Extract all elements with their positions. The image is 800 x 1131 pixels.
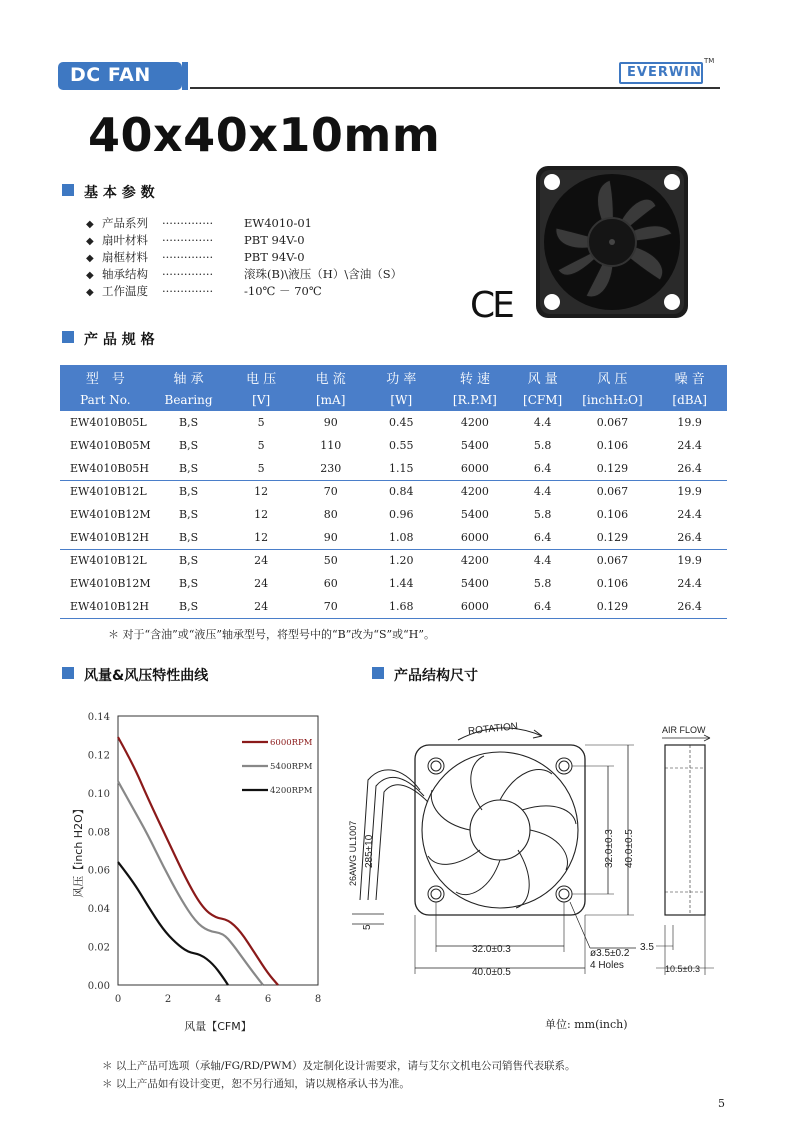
y-tick-label: 0.04 bbox=[87, 904, 110, 916]
table-cell: 50 bbox=[296, 549, 366, 572]
table-cell: 12 bbox=[254, 530, 269, 544]
table-cell: EW4010B12L bbox=[60, 549, 151, 572]
pq-curve-chart bbox=[60, 700, 360, 1040]
param-label: 轴承结构 bbox=[102, 267, 148, 281]
column-header: 电 流 bbox=[296, 365, 366, 389]
dim-32-vertical: 32.0±0.3 bbox=[604, 829, 615, 868]
column-header: 转 速 bbox=[437, 365, 513, 389]
table-cell: 1.20 bbox=[366, 549, 438, 572]
table-row bbox=[60, 411, 727, 434]
basic-params-list bbox=[86, 215, 402, 300]
hole-diameter: ø3.5±0.2 bbox=[590, 948, 630, 959]
product-category-tag: DC FAN bbox=[58, 62, 182, 90]
table-row bbox=[60, 434, 727, 457]
diamond-bullet-icon: ◆ bbox=[86, 287, 94, 298]
airflow-label: AIR FLOW bbox=[662, 725, 706, 735]
table-cell: 0.96 bbox=[389, 508, 414, 521]
y-tick-label: 0.06 bbox=[87, 865, 110, 877]
diamond-bullet-icon: ◆ bbox=[86, 219, 94, 230]
table-row bbox=[60, 503, 727, 526]
frame-bore bbox=[422, 752, 578, 908]
section-square-icon bbox=[62, 667, 74, 679]
column-header: 风 压 bbox=[573, 365, 653, 389]
table-cell: 0.84 bbox=[366, 480, 438, 503]
column-header-en: [inchH₂O] bbox=[573, 389, 653, 411]
table-cell: 6.4 bbox=[533, 461, 552, 475]
table-cell: 4.4 bbox=[513, 549, 573, 572]
column-header: 风 量 bbox=[513, 365, 573, 389]
table-cell: 5400 bbox=[460, 439, 489, 452]
strip-length: 5 bbox=[362, 924, 373, 930]
table-cell: 70 bbox=[296, 480, 366, 503]
legend-label: 6000RPM bbox=[270, 738, 313, 748]
legend-label: 4200RPM bbox=[270, 786, 313, 796]
table-cell: 1.15 bbox=[389, 461, 414, 475]
column-header-en: Part No. bbox=[60, 389, 151, 411]
table-cell: 90 bbox=[323, 530, 338, 544]
table-cell: 5 bbox=[257, 461, 265, 475]
dim-40-vertical: 40.0±0.5 bbox=[624, 829, 635, 868]
param-value: -10℃ － 70℃ bbox=[244, 284, 322, 298]
dim-40-horizontal: 40.0±0.5 bbox=[472, 967, 511, 978]
param-label: 产品系列 bbox=[102, 216, 148, 230]
footer-note-2: ＊ 以上产品如有设计变更，恕不另行通知，请以规格承认书为准。 bbox=[102, 1078, 410, 1090]
table-cell: B,S bbox=[151, 480, 227, 503]
y-tick-label: 0.12 bbox=[87, 750, 110, 762]
param-leader: ·············· bbox=[162, 284, 214, 298]
spec-table bbox=[60, 365, 727, 619]
table-cell: 5.8 bbox=[533, 577, 552, 590]
table-cell: 4200 bbox=[437, 549, 513, 572]
param-value: EW4010-01 bbox=[244, 216, 313, 230]
side-view bbox=[665, 745, 705, 915]
table-cell: 6000 bbox=[460, 461, 489, 475]
table-cell: 90 bbox=[323, 416, 338, 429]
diamond-bullet-icon: ◆ bbox=[86, 236, 94, 247]
table-cell: 24 bbox=[226, 595, 296, 618]
table-cell: 19.9 bbox=[677, 416, 702, 429]
table-cell: B,S bbox=[151, 595, 227, 618]
table-header-cn bbox=[60, 365, 727, 389]
bearing-note: ＊ 对于“含油”或“液压”轴承型号，将型号中的“B”改为“S”或“H”。 bbox=[108, 628, 435, 641]
table-cell: 19.9 bbox=[652, 480, 727, 503]
table-cell: 5400 bbox=[460, 577, 489, 590]
legend-label: 5400RPM bbox=[270, 762, 313, 772]
y-tick-label: 0.00 bbox=[87, 981, 110, 992]
y-tick-label: 0.02 bbox=[87, 942, 110, 954]
table-cell: EW4010B12H bbox=[70, 530, 150, 544]
param-leader: ·············· bbox=[162, 216, 214, 230]
table-row bbox=[60, 457, 727, 480]
table-cell: B,S bbox=[178, 439, 199, 452]
page-title: 40x40x10mm bbox=[88, 108, 441, 162]
table-cell: 0.106 bbox=[596, 508, 629, 521]
table-cell: 110 bbox=[320, 439, 342, 452]
table-cell: 24 bbox=[254, 577, 269, 590]
cable-length: 285±10 bbox=[364, 834, 375, 868]
footer-note-1: ＊ 以上产品可选项（承轴/FG/RD/PWM）及定制化设计需要求，请与艾尔文机电公司销售代表联系。 bbox=[102, 1060, 576, 1072]
y-tick-label: 0.08 bbox=[87, 827, 110, 839]
column-header-en: [R.P.M] bbox=[437, 389, 513, 411]
unit-label: 单位: mm(inch) bbox=[545, 1018, 628, 1031]
column-header-en: [CFM] bbox=[513, 389, 573, 411]
x-tick-label: 8 bbox=[314, 994, 322, 1005]
table-cell: 0.067 bbox=[573, 549, 653, 572]
param-row bbox=[86, 283, 402, 300]
table-cell: 5 bbox=[257, 416, 265, 429]
column-header: 功 率 bbox=[366, 365, 438, 389]
table-cell: 1.08 bbox=[389, 530, 414, 544]
param-leader: ·············· bbox=[162, 233, 214, 247]
table-cell: 0.129 bbox=[596, 461, 629, 475]
diamond-bullet-icon: ◆ bbox=[86, 270, 94, 281]
plot-frame bbox=[118, 716, 318, 985]
param-row bbox=[86, 249, 402, 266]
param-row bbox=[86, 266, 402, 283]
table-cell: 1.68 bbox=[366, 595, 438, 618]
table-cell: 0.106 bbox=[596, 577, 629, 590]
x-tick-label: 6 bbox=[264, 994, 272, 1005]
page-number: 5 bbox=[718, 1097, 725, 1110]
table-cell: EW4010B12M bbox=[70, 577, 151, 590]
table-cell: 6000 bbox=[437, 595, 513, 618]
table-cell: 24.4 bbox=[677, 508, 702, 521]
everwin-logo: EVERWIN bbox=[619, 62, 703, 84]
section-square-icon bbox=[62, 184, 74, 196]
series-line-4200rpm bbox=[118, 862, 228, 985]
table-cell: 5.8 bbox=[533, 508, 552, 521]
table-cell: 6000 bbox=[460, 530, 489, 544]
table-row bbox=[60, 549, 727, 572]
table-cell: 5.8 bbox=[533, 439, 552, 452]
diamond-bullet-icon: ◆ bbox=[86, 253, 94, 264]
cable-spec: 26AWG UL1007 bbox=[348, 820, 358, 886]
table-cell: 24.4 bbox=[677, 439, 702, 452]
column-header-en: [mA] bbox=[296, 389, 366, 411]
ce-mark: CE bbox=[470, 285, 512, 326]
series-line-5400rpm bbox=[118, 781, 263, 985]
table-cell: 0.067 bbox=[573, 480, 653, 503]
table-cell: B,S bbox=[178, 461, 199, 475]
column-header-en: [W] bbox=[366, 389, 438, 411]
column-header-en: [dBA] bbox=[652, 389, 727, 411]
table-cell: 4200 bbox=[437, 480, 513, 503]
table-cell: 6.4 bbox=[513, 595, 573, 618]
column-header: 电 压 bbox=[226, 365, 296, 389]
param-label: 扇叶材料 bbox=[102, 233, 148, 247]
table-cell: 60 bbox=[323, 577, 338, 590]
table-cell: 12 bbox=[226, 480, 296, 503]
trademark: TM bbox=[704, 57, 715, 65]
column-header: 噪 音 bbox=[652, 365, 727, 389]
param-leader: ·············· bbox=[162, 267, 214, 281]
table-cell: 70 bbox=[296, 595, 366, 618]
table-cell: 230 bbox=[320, 461, 342, 475]
param-row bbox=[86, 232, 402, 249]
param-value: PBT 94V-0 bbox=[244, 233, 305, 247]
table-cell: B,S bbox=[178, 416, 199, 429]
fan-product-photo bbox=[532, 162, 692, 322]
x-tick-label: 2 bbox=[164, 994, 172, 1005]
dim-10-5: 10.5±0.3 bbox=[665, 964, 700, 974]
section-square-icon bbox=[372, 667, 384, 679]
table-row bbox=[60, 526, 727, 549]
hole-count: 4 Holes bbox=[590, 960, 624, 971]
column-header-en: Bearing bbox=[151, 389, 227, 411]
series-line-6000rpm bbox=[118, 737, 278, 985]
x-tick-label: 4 bbox=[214, 994, 222, 1005]
table-row bbox=[60, 572, 727, 595]
table-cell: 12 bbox=[254, 508, 269, 521]
table-cell: 1.44 bbox=[389, 577, 414, 590]
table-row bbox=[60, 480, 727, 503]
table-cell: 5400 bbox=[460, 508, 489, 521]
table-cell: 24.4 bbox=[677, 577, 702, 590]
table-cell: 0.55 bbox=[389, 439, 414, 452]
table-cell: 4.4 bbox=[533, 416, 552, 429]
table-row bbox=[60, 595, 727, 618]
y-tick-label: 0.14 bbox=[87, 712, 110, 723]
y-axis-label: 风压【inch H2O】 bbox=[72, 803, 85, 898]
x-tick-label: 0 bbox=[114, 994, 122, 1005]
table-cell: 5 bbox=[257, 439, 265, 452]
table-cell: 0.45 bbox=[389, 416, 414, 429]
table-cell: EW4010B12H bbox=[60, 595, 151, 618]
dimension-drawing bbox=[340, 700, 740, 1040]
param-value: PBT 94V-0 bbox=[244, 250, 305, 264]
table-cell: 0.106 bbox=[596, 439, 629, 452]
section-square-icon bbox=[62, 331, 74, 343]
header-rule bbox=[190, 87, 720, 89]
y-tick-label: 0.10 bbox=[87, 788, 110, 800]
table-cell: 0.129 bbox=[573, 595, 653, 618]
table-cell: 4200 bbox=[460, 416, 489, 429]
param-leader: ·············· bbox=[162, 250, 214, 264]
table-cell: 19.9 bbox=[652, 549, 727, 572]
dim-32-horizontal: 32.0±0.3 bbox=[472, 944, 511, 955]
table-cell: EW4010B12M bbox=[70, 508, 151, 521]
table-cell: 0.067 bbox=[596, 416, 629, 429]
table-cell: B,S bbox=[151, 549, 227, 572]
table-cell: B,S bbox=[178, 530, 199, 544]
param-value: 滚珠(B)\液压（H）\含油（S） bbox=[244, 267, 403, 281]
column-header-en: [V] bbox=[226, 389, 296, 411]
param-label: 工作温度 bbox=[102, 284, 148, 298]
table-cell: 0.129 bbox=[596, 530, 629, 544]
table-cell: B,S bbox=[178, 508, 199, 521]
table-cell: EW4010B12L bbox=[60, 480, 151, 503]
frame-outline bbox=[415, 745, 585, 915]
table-cell: 24 bbox=[226, 549, 296, 572]
dim-3-5: 3.5 bbox=[640, 942, 654, 953]
rotation-label: ROTATION bbox=[467, 721, 519, 738]
tag-tail bbox=[182, 62, 188, 90]
table-cell: B,S bbox=[178, 577, 199, 590]
table-cell: 4.4 bbox=[513, 480, 573, 503]
param-row bbox=[86, 215, 402, 232]
table-cell: EW4010B05H bbox=[70, 461, 150, 475]
param-label: 扇框材料 bbox=[102, 250, 148, 264]
table-header-en bbox=[60, 389, 727, 411]
column-header: 轴 承 bbox=[151, 365, 227, 389]
table-cell: 26.4 bbox=[677, 461, 702, 475]
x-axis-label: 风量【CFM】 bbox=[184, 1020, 252, 1033]
table-cell: 26.4 bbox=[677, 530, 702, 544]
table-cell: 6.4 bbox=[533, 530, 552, 544]
table-cell: 26.4 bbox=[652, 595, 727, 618]
column-header: 型 号 bbox=[60, 365, 151, 389]
table-cell: EW4010B05L bbox=[70, 416, 147, 429]
table-cell: EW4010B05M bbox=[70, 439, 151, 452]
table-cell: 80 bbox=[323, 508, 338, 521]
